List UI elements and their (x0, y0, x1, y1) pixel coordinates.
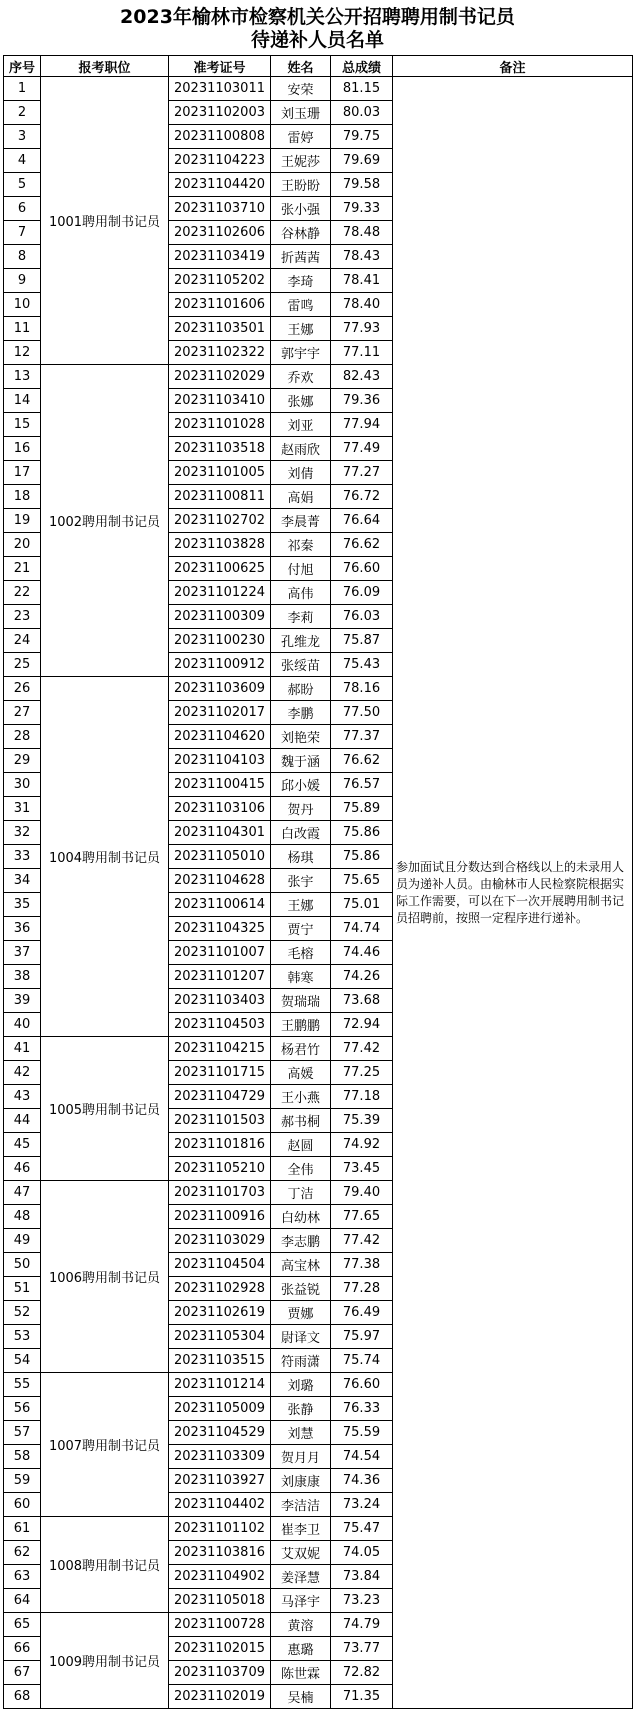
score-cell: 74.79 (331, 1613, 393, 1637)
name-cell: 刘康康 (271, 1469, 331, 1493)
exam-number-cell: 20231104628 (169, 869, 271, 893)
exam-number-cell: 20231105010 (169, 845, 271, 869)
name-cell: 郝盼 (271, 677, 331, 701)
name-cell: 贺瑞瑞 (271, 989, 331, 1013)
row-index: 47 (4, 1181, 41, 1205)
row-index: 11 (4, 317, 41, 341)
exam-number-cell: 20231104301 (169, 821, 271, 845)
row-index: 67 (4, 1661, 41, 1685)
row-index: 51 (4, 1277, 41, 1301)
score-cell: 77.93 (331, 317, 393, 341)
name-cell: 杨琪 (271, 845, 331, 869)
table-row (4, 77, 633, 101)
header-position: 报考职位 (41, 56, 169, 77)
exam-number-cell: 20231101816 (169, 1133, 271, 1157)
score-cell: 78.43 (331, 245, 393, 269)
name-cell: 李志鹏 (271, 1229, 331, 1253)
score-cell: 79.58 (331, 173, 393, 197)
score-cell: 78.16 (331, 677, 393, 701)
score-cell: 77.27 (331, 461, 393, 485)
name-cell: 高伟 (271, 581, 331, 605)
row-index: 65 (4, 1613, 41, 1637)
name-cell: 谷林静 (271, 221, 331, 245)
name-cell: 赵圆 (271, 1133, 331, 1157)
exam-number-cell: 20231101703 (169, 1181, 271, 1205)
score-cell: 77.25 (331, 1061, 393, 1085)
row-index: 3 (4, 125, 41, 149)
exam-number-cell: 20231105009 (169, 1397, 271, 1421)
name-cell: 刘慧 (271, 1421, 331, 1445)
name-cell: 张娜 (271, 389, 331, 413)
exam-number-cell: 20231105210 (169, 1157, 271, 1181)
score-cell: 78.40 (331, 293, 393, 317)
name-cell: 李洁洁 (271, 1493, 331, 1517)
name-cell: 刘艳荣 (271, 725, 331, 749)
row-index: 15 (4, 413, 41, 437)
exam-number-cell: 20231102029 (169, 365, 271, 389)
name-cell: 贺丹 (271, 797, 331, 821)
position-cell: 1006聘用制书记员 (41, 1181, 169, 1373)
name-cell: 刘亚 (271, 413, 331, 437)
row-index: 26 (4, 677, 41, 701)
score-cell: 74.92 (331, 1133, 393, 1157)
row-index: 57 (4, 1421, 41, 1445)
row-index: 38 (4, 965, 41, 989)
exam-number-cell: 20231102322 (169, 341, 271, 365)
row-index: 52 (4, 1301, 41, 1325)
row-index: 59 (4, 1469, 41, 1493)
score-cell: 77.11 (331, 341, 393, 365)
position-cell: 1005聘用制书记员 (41, 1037, 169, 1181)
score-cell: 75.59 (331, 1421, 393, 1445)
row-index: 12 (4, 341, 41, 365)
name-cell: 姜泽慧 (271, 1565, 331, 1589)
exam-number-cell: 20231101606 (169, 293, 271, 317)
exam-number-cell: 20231100415 (169, 773, 271, 797)
exam-number-cell: 20231100916 (169, 1205, 271, 1229)
score-cell: 75.89 (331, 797, 393, 821)
header-note: 备注 (393, 56, 633, 77)
name-cell: 安荣 (271, 77, 331, 101)
score-cell: 74.26 (331, 965, 393, 989)
score-cell: 81.15 (331, 77, 393, 101)
score-cell: 76.60 (331, 1373, 393, 1397)
row-index: 46 (4, 1157, 41, 1181)
name-cell: 陈世霖 (271, 1661, 331, 1685)
name-cell: 付旭 (271, 557, 331, 581)
row-index: 45 (4, 1133, 41, 1157)
row-index: 24 (4, 629, 41, 653)
exam-number-cell: 20231104402 (169, 1493, 271, 1517)
name-cell: 郝书桐 (271, 1109, 331, 1133)
exam-number-cell: 20231104504 (169, 1253, 271, 1277)
row-index: 62 (4, 1541, 41, 1565)
row-index: 25 (4, 653, 41, 677)
name-cell: 王娜 (271, 893, 331, 917)
exam-number-cell: 20231104902 (169, 1565, 271, 1589)
score-cell: 75.39 (331, 1109, 393, 1133)
exam-number-cell: 20231101102 (169, 1517, 271, 1541)
row-index: 43 (4, 1085, 41, 1109)
row-index: 5 (4, 173, 41, 197)
name-cell: 张宇 (271, 869, 331, 893)
score-cell: 74.36 (331, 1469, 393, 1493)
row-index: 53 (4, 1325, 41, 1349)
row-index: 42 (4, 1061, 41, 1085)
score-cell: 76.57 (331, 773, 393, 797)
exam-number-cell: 20231105202 (169, 269, 271, 293)
name-cell: 张小强 (271, 197, 331, 221)
row-index: 8 (4, 245, 41, 269)
exam-number-cell: 20231104103 (169, 749, 271, 773)
name-cell: 黄溶 (271, 1613, 331, 1637)
exam-number-cell: 20231101503 (169, 1109, 271, 1133)
name-cell: 杨君竹 (271, 1037, 331, 1061)
row-index: 30 (4, 773, 41, 797)
position-cell: 1004聘用制书记员 (41, 677, 169, 1037)
document-title: 2023年榆林市检察机关公开招聘聘用制书记员 (120, 6, 515, 28)
row-index: 66 (4, 1637, 41, 1661)
name-cell: 符雨潇 (271, 1349, 331, 1373)
score-cell: 76.60 (331, 557, 393, 581)
score-cell: 75.97 (331, 1325, 393, 1349)
exam-number-cell: 20231102019 (169, 1685, 271, 1709)
row-index: 39 (4, 989, 41, 1013)
score-cell: 77.28 (331, 1277, 393, 1301)
exam-number-cell: 20231103710 (169, 197, 271, 221)
exam-number-cell: 20231100614 (169, 893, 271, 917)
row-index: 36 (4, 917, 41, 941)
score-cell: 82.43 (331, 365, 393, 389)
row-index: 54 (4, 1349, 41, 1373)
row-index: 28 (4, 725, 41, 749)
exam-number-cell: 20231100309 (169, 605, 271, 629)
score-cell: 79.69 (331, 149, 393, 173)
row-index: 56 (4, 1397, 41, 1421)
row-index: 16 (4, 437, 41, 461)
name-cell: 张绥苗 (271, 653, 331, 677)
name-cell: 李晨菁 (271, 509, 331, 533)
name-cell: 艾双妮 (271, 1541, 331, 1565)
name-cell: 郭宇宇 (271, 341, 331, 365)
score-cell: 77.50 (331, 701, 393, 725)
name-cell: 贾娜 (271, 1301, 331, 1325)
exam-number-cell: 20231103709 (169, 1661, 271, 1685)
name-cell: 张益锐 (271, 1277, 331, 1301)
row-index: 4 (4, 149, 41, 173)
row-index: 9 (4, 269, 41, 293)
score-cell: 77.18 (331, 1085, 393, 1109)
position-cell: 1002聘用制书记员 (41, 365, 169, 677)
row-index: 64 (4, 1589, 41, 1613)
exam-number-cell: 20231103501 (169, 317, 271, 341)
score-cell: 76.49 (331, 1301, 393, 1325)
row-index: 48 (4, 1205, 41, 1229)
exam-number-cell: 20231101028 (169, 413, 271, 437)
name-cell: 张静 (271, 1397, 331, 1421)
row-index: 19 (4, 509, 41, 533)
name-cell: 王小燕 (271, 1085, 331, 1109)
score-cell: 75.43 (331, 653, 393, 677)
score-cell: 74.74 (331, 917, 393, 941)
position-cell: 1008聘用制书记员 (41, 1517, 169, 1613)
name-cell: 雷婷 (271, 125, 331, 149)
exam-number-cell: 20231105304 (169, 1325, 271, 1349)
row-index: 22 (4, 581, 41, 605)
score-cell: 78.48 (331, 221, 393, 245)
name-cell: 李琦 (271, 269, 331, 293)
row-index: 49 (4, 1229, 41, 1253)
row-index: 1 (4, 77, 41, 101)
name-cell: 乔欢 (271, 365, 331, 389)
name-cell: 丁洁 (271, 1181, 331, 1205)
row-index: 2 (4, 101, 41, 125)
row-index: 61 (4, 1517, 41, 1541)
score-cell: 79.75 (331, 125, 393, 149)
name-cell: 高娟 (271, 485, 331, 509)
name-cell: 贾宁 (271, 917, 331, 941)
score-cell: 74.05 (331, 1541, 393, 1565)
row-index: 41 (4, 1037, 41, 1061)
score-cell: 75.47 (331, 1517, 393, 1541)
row-index: 34 (4, 869, 41, 893)
note-cell: 参加面试且分数达到合格线以上的未录用人员为递补人员。由榆林市人民检察院根据实际工作需要，可以在下一次开展聘用制书记员招聘前，按照一定程序进行递补。 (393, 77, 633, 1709)
candidate-table (3, 55, 633, 1709)
name-cell: 高宝林 (271, 1253, 331, 1277)
document-subtitle: 待递补人员名单 (250, 29, 384, 51)
row-index: 58 (4, 1445, 41, 1469)
row-index: 35 (4, 893, 41, 917)
row-index: 33 (4, 845, 41, 869)
name-cell: 白幼林 (271, 1205, 331, 1229)
name-cell: 王妮莎 (271, 149, 331, 173)
exam-number-cell: 20231103403 (169, 989, 271, 1013)
exam-number-cell: 20231102702 (169, 509, 271, 533)
row-index: 40 (4, 1013, 41, 1037)
exam-number-cell: 20231100808 (169, 125, 271, 149)
name-cell: 高媛 (271, 1061, 331, 1085)
table-body (4, 77, 633, 1709)
score-cell: 76.62 (331, 533, 393, 557)
row-index: 7 (4, 221, 41, 245)
score-cell: 73.45 (331, 1157, 393, 1181)
score-cell: 76.33 (331, 1397, 393, 1421)
name-cell: 孔维龙 (271, 629, 331, 653)
name-cell: 毛榕 (271, 941, 331, 965)
row-index: 21 (4, 557, 41, 581)
name-cell: 白改霞 (271, 821, 331, 845)
name-cell: 王娜 (271, 317, 331, 341)
exam-number-cell: 20231103011 (169, 77, 271, 101)
name-cell: 邱小媛 (271, 773, 331, 797)
row-index: 63 (4, 1565, 41, 1589)
exam-number-cell: 20231101214 (169, 1373, 271, 1397)
name-cell: 韩寒 (271, 965, 331, 989)
header-name: 姓名 (271, 56, 331, 77)
exam-number-cell: 20231103828 (169, 533, 271, 557)
score-cell: 77.94 (331, 413, 393, 437)
score-cell: 76.62 (331, 749, 393, 773)
exam-number-cell: 20231101715 (169, 1061, 271, 1085)
exam-number-cell: 20231103419 (169, 245, 271, 269)
exam-number-cell: 20231101207 (169, 965, 271, 989)
score-cell: 73.68 (331, 989, 393, 1013)
row-index: 50 (4, 1253, 41, 1277)
exam-number-cell: 20231102928 (169, 1277, 271, 1301)
position-cell: 1009聘用制书记员 (41, 1613, 169, 1709)
score-cell: 73.77 (331, 1637, 393, 1661)
table-header-row (4, 56, 633, 77)
exam-number-cell: 20231103515 (169, 1349, 271, 1373)
score-cell: 79.40 (331, 1181, 393, 1205)
score-cell: 77.38 (331, 1253, 393, 1277)
exam-number-cell: 20231104223 (169, 149, 271, 173)
name-cell: 惠璐 (271, 1637, 331, 1661)
exam-number-cell: 20231102015 (169, 1637, 271, 1661)
score-cell: 77.42 (331, 1037, 393, 1061)
exam-number-cell: 20231102606 (169, 221, 271, 245)
row-index: 23 (4, 605, 41, 629)
exam-number-cell: 20231104420 (169, 173, 271, 197)
row-index: 14 (4, 389, 41, 413)
row-index: 20 (4, 533, 41, 557)
exam-number-cell: 20231103927 (169, 1469, 271, 1493)
name-cell: 刘倩 (271, 461, 331, 485)
score-cell: 79.36 (331, 389, 393, 413)
header-score: 总成绩 (331, 56, 393, 77)
exam-number-cell: 20231102017 (169, 701, 271, 725)
name-cell: 雷鸣 (271, 293, 331, 317)
score-cell: 80.03 (331, 101, 393, 125)
name-cell: 吴楠 (271, 1685, 331, 1709)
row-index: 10 (4, 293, 41, 317)
score-cell: 76.03 (331, 605, 393, 629)
exam-number-cell: 20231100811 (169, 485, 271, 509)
row-index: 32 (4, 821, 41, 845)
name-cell: 贺月月 (271, 1445, 331, 1469)
score-cell: 75.01 (331, 893, 393, 917)
score-cell: 75.65 (331, 869, 393, 893)
score-cell: 75.74 (331, 1349, 393, 1373)
score-cell: 76.72 (331, 485, 393, 509)
score-cell: 77.49 (331, 437, 393, 461)
score-cell: 79.33 (331, 197, 393, 221)
name-cell: 祁秦 (271, 533, 331, 557)
name-cell: 王盼盼 (271, 173, 331, 197)
score-cell: 77.42 (331, 1229, 393, 1253)
score-cell: 76.64 (331, 509, 393, 533)
row-index: 31 (4, 797, 41, 821)
exam-number-cell: 20231103609 (169, 677, 271, 701)
score-cell: 76.09 (331, 581, 393, 605)
header-exam-number: 准考证号 (169, 56, 271, 77)
name-cell: 李莉 (271, 605, 331, 629)
name-cell: 刘玉珊 (271, 101, 331, 125)
name-cell: 魏于涵 (271, 749, 331, 773)
exam-number-cell: 20231103106 (169, 797, 271, 821)
header-index: 序号 (4, 56, 41, 77)
exam-number-cell: 20231101224 (169, 581, 271, 605)
score-cell: 75.87 (331, 629, 393, 653)
row-index: 13 (4, 365, 41, 389)
exam-number-cell: 20231103518 (169, 437, 271, 461)
exam-number-cell: 20231101005 (169, 461, 271, 485)
exam-number-cell: 20231104620 (169, 725, 271, 749)
exam-number-cell: 20231103410 (169, 389, 271, 413)
exam-number-cell: 20231104215 (169, 1037, 271, 1061)
exam-number-cell: 20231103309 (169, 1445, 271, 1469)
exam-number-cell: 20231100230 (169, 629, 271, 653)
score-cell: 75.86 (331, 845, 393, 869)
row-index: 18 (4, 485, 41, 509)
exam-number-cell: 20231102619 (169, 1301, 271, 1325)
score-cell: 73.84 (331, 1565, 393, 1589)
row-index: 6 (4, 197, 41, 221)
score-cell: 73.24 (331, 1493, 393, 1517)
exam-number-cell: 20231100625 (169, 557, 271, 581)
exam-number-cell: 20231100912 (169, 653, 271, 677)
row-index: 44 (4, 1109, 41, 1133)
row-index: 27 (4, 701, 41, 725)
exam-number-cell: 20231103029 (169, 1229, 271, 1253)
exam-number-cell: 20231104503 (169, 1013, 271, 1037)
row-index: 55 (4, 1373, 41, 1397)
name-cell: 全伟 (271, 1157, 331, 1181)
score-cell: 72.94 (331, 1013, 393, 1037)
row-index: 68 (4, 1685, 41, 1709)
score-cell: 77.37 (331, 725, 393, 749)
exam-number-cell: 20231104529 (169, 1421, 271, 1445)
name-cell: 马泽宇 (271, 1589, 331, 1613)
score-cell: 74.54 (331, 1445, 393, 1469)
exam-number-cell: 20231101007 (169, 941, 271, 965)
score-cell: 77.65 (331, 1205, 393, 1229)
name-cell: 王鹏鹏 (271, 1013, 331, 1037)
exam-number-cell: 20231102003 (169, 101, 271, 125)
exam-number-cell: 20231104325 (169, 917, 271, 941)
position-cell: 1007聘用制书记员 (41, 1373, 169, 1517)
name-cell: 尉译文 (271, 1325, 331, 1349)
name-cell: 折茜茜 (271, 245, 331, 269)
exam-number-cell: 20231103816 (169, 1541, 271, 1565)
score-cell: 71.35 (331, 1685, 393, 1709)
row-index: 29 (4, 749, 41, 773)
exam-number-cell: 20231105018 (169, 1589, 271, 1613)
row-index: 37 (4, 941, 41, 965)
exam-number-cell: 20231104729 (169, 1085, 271, 1109)
score-cell: 75.86 (331, 821, 393, 845)
position-cell: 1001聘用制书记员 (41, 77, 169, 365)
score-cell: 78.41 (331, 269, 393, 293)
score-cell: 74.46 (331, 941, 393, 965)
name-cell: 刘璐 (271, 1373, 331, 1397)
score-cell: 72.82 (331, 1661, 393, 1685)
row-index: 60 (4, 1493, 41, 1517)
exam-number-cell: 20231100728 (169, 1613, 271, 1637)
name-cell: 李鹏 (271, 701, 331, 725)
name-cell: 赵雨欣 (271, 437, 331, 461)
score-cell: 73.23 (331, 1589, 393, 1613)
name-cell: 崔李卫 (271, 1517, 331, 1541)
row-index: 17 (4, 461, 41, 485)
